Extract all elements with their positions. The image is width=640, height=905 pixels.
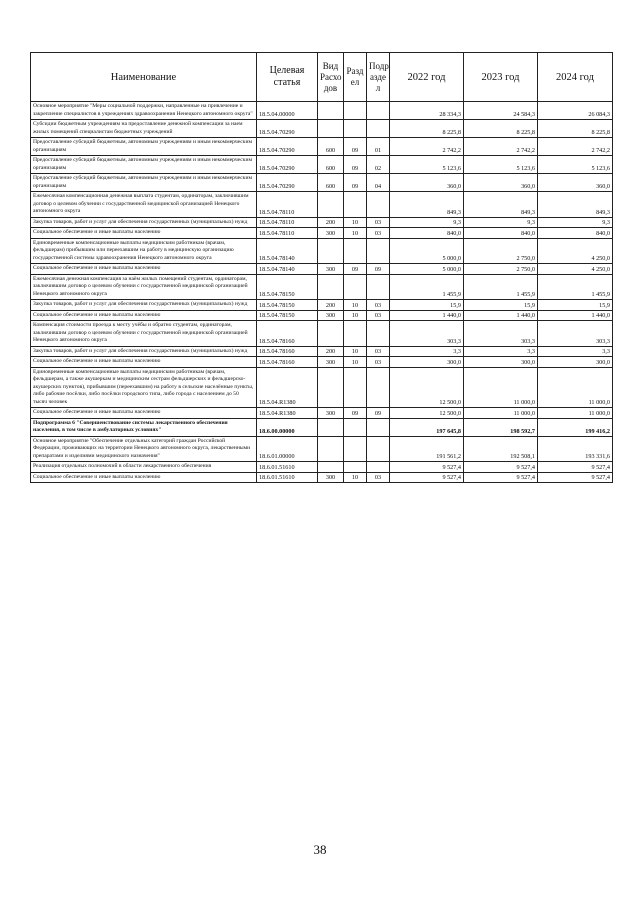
row-2024: 15,9 bbox=[538, 300, 613, 311]
row-section: 09 bbox=[344, 408, 367, 419]
row-kind bbox=[318, 418, 344, 436]
row-2023: 849,3 bbox=[464, 192, 538, 218]
row-kind bbox=[318, 102, 344, 120]
row-name: Предоставление субсидий бюджетным, автономным учреждениям и иным некоммерческим организациям bbox=[31, 138, 257, 156]
header-name: Наименование bbox=[31, 53, 257, 102]
row-2022: 1 455,9 bbox=[390, 274, 464, 300]
row-2023: 840,0 bbox=[464, 228, 538, 239]
row-target: 18.5.04.R1380 bbox=[257, 408, 318, 419]
row-kind: 300 bbox=[318, 357, 344, 368]
row-section: 09 bbox=[344, 156, 367, 174]
row-2023: 2 750,0 bbox=[464, 264, 538, 275]
row-2023: 9 527,4 bbox=[464, 472, 538, 483]
row-2023: 1 440,0 bbox=[464, 310, 538, 321]
row-target: 18.5.04.00000 bbox=[257, 102, 318, 120]
row-section bbox=[344, 462, 367, 473]
table-row bbox=[31, 321, 613, 347]
row-2024: 1 440,0 bbox=[538, 310, 613, 321]
row-2023: 3,3 bbox=[464, 346, 538, 357]
row-name: Основное мероприятие "Обеспечение отдельных категорий граждан Российской Федерации, проживающих на территории Ненецкого автономного округа, лекарственными препаратами и изделиями медицинского назначения" bbox=[31, 436, 257, 462]
row-2024: 9 527,4 bbox=[538, 472, 613, 483]
row-2023: 360,0 bbox=[464, 174, 538, 192]
row-2024: 9 527,4 bbox=[538, 462, 613, 473]
row-section bbox=[344, 321, 367, 347]
row-2024: 3,3 bbox=[538, 346, 613, 357]
row-2022: 5 000,0 bbox=[390, 264, 464, 275]
row-target: 18.5.04.78110 bbox=[257, 217, 318, 228]
row-section: 10 bbox=[344, 300, 367, 311]
row-2022: 28 334,3 bbox=[390, 102, 464, 120]
row-section: 09 bbox=[344, 138, 367, 156]
row-2024: 5 123,6 bbox=[538, 156, 613, 174]
table-body bbox=[31, 102, 613, 483]
row-section: 10 bbox=[344, 346, 367, 357]
row-2023: 198 592,7 bbox=[464, 418, 538, 436]
row-kind bbox=[318, 192, 344, 218]
row-2024: 26 084,3 bbox=[538, 102, 613, 120]
header-2023: 2023 год bbox=[464, 53, 538, 102]
row-subsection: 03 bbox=[367, 217, 390, 228]
row-subsection: 09 bbox=[367, 264, 390, 275]
row-kind: 300 bbox=[318, 310, 344, 321]
row-target: 18.5.04.70290 bbox=[257, 120, 318, 138]
row-2022: 840,0 bbox=[390, 228, 464, 239]
row-2024: 1 455,9 bbox=[538, 274, 613, 300]
row-target: 18.5.04.78160 bbox=[257, 346, 318, 357]
row-subsection bbox=[367, 192, 390, 218]
row-target: 18.5.04.70290 bbox=[257, 138, 318, 156]
row-name: Единовременные компенсационные выплаты медицинским работникам (врачам, фельдшерам, а также акушеркам и медицинским сестрам фельдшерских и фельдшерско-акушерских пунктов), прибывшим (переехавшим) на работу в сельские населённые пункты, либо рабочие посёлки, либо посёлки городского типа, либо города с населением до 50 тысяч человек bbox=[31, 367, 257, 408]
row-2024: 199 416,2 bbox=[538, 418, 613, 436]
row-2022: 9 527,4 bbox=[390, 462, 464, 473]
row-kind: 600 bbox=[318, 156, 344, 174]
row-2024: 2 742,2 bbox=[538, 138, 613, 156]
row-subsection: 02 bbox=[367, 156, 390, 174]
row-2024: 11 000,0 bbox=[538, 408, 613, 419]
header-2024: 2024 год bbox=[538, 53, 613, 102]
row-2022: 8 225,8 bbox=[390, 120, 464, 138]
row-subsection bbox=[367, 102, 390, 120]
row-subsection bbox=[367, 462, 390, 473]
row-subsection bbox=[367, 418, 390, 436]
row-target: 18.5.04.70290 bbox=[257, 174, 318, 192]
row-2024: 11 000,0 bbox=[538, 367, 613, 408]
table-row bbox=[31, 264, 613, 275]
row-2023: 5 123,6 bbox=[464, 156, 538, 174]
row-target: 18.6.01.00000 bbox=[257, 436, 318, 462]
row-section bbox=[344, 367, 367, 408]
header-kind: Вид Расхо дов bbox=[318, 53, 344, 102]
row-2022: 9 527,4 bbox=[390, 472, 464, 483]
row-2024: 300,0 bbox=[538, 357, 613, 368]
row-subsection bbox=[367, 436, 390, 462]
row-2022: 360,0 bbox=[390, 174, 464, 192]
row-subsection: 03 bbox=[367, 310, 390, 321]
row-subsection: 04 bbox=[367, 174, 390, 192]
row-name: Субсидии бюджетным учреждениям на предоставление денежной компенсации за наем жилых помещений специалистам бюджетных учреждений bbox=[31, 120, 257, 138]
row-2024: 360,0 bbox=[538, 174, 613, 192]
row-section: 10 bbox=[344, 217, 367, 228]
row-kind bbox=[318, 120, 344, 138]
row-2022: 5 000,0 bbox=[390, 238, 464, 264]
row-2023: 9 527,4 bbox=[464, 462, 538, 473]
row-2022: 303,3 bbox=[390, 321, 464, 347]
row-2024: 849,3 bbox=[538, 192, 613, 218]
row-target: 18.5.04.R1380 bbox=[257, 367, 318, 408]
row-kind: 200 bbox=[318, 346, 344, 357]
row-target: 18.5.04.78150 bbox=[257, 310, 318, 321]
row-section bbox=[344, 436, 367, 462]
row-name: Предоставление субсидий бюджетным, автономным учреждениям и иным некоммерческим организациям bbox=[31, 156, 257, 174]
table-row bbox=[31, 367, 613, 408]
row-target: 18.5.04.78160 bbox=[257, 357, 318, 368]
row-2024: 8 225,8 bbox=[538, 120, 613, 138]
row-section: 09 bbox=[344, 264, 367, 275]
row-name: Закупка товаров, работ и услуг для обеспечения государственных (муниципальных) нужд bbox=[31, 346, 257, 357]
row-kind: 300 bbox=[318, 472, 344, 483]
row-section bbox=[344, 102, 367, 120]
row-name: Социальное обеспечение и иные выплаты населению bbox=[31, 472, 257, 483]
row-name: Закупка товаров, работ и услуг для обеспечения государственных (муниципальных) нужд bbox=[31, 217, 257, 228]
table-row bbox=[31, 346, 613, 357]
table-row bbox=[31, 192, 613, 218]
budget-table bbox=[30, 52, 613, 483]
row-kind bbox=[318, 321, 344, 347]
row-name: Социальное обеспечение и иные выплаты населению bbox=[31, 408, 257, 419]
row-name: Ежемесячная денежная компенсация за наём жилых помещений студентам, ординаторам, заключившим договор о целевом обучении с государственной медицинской организацией Ненецкого автономного округа bbox=[31, 274, 257, 300]
table-row bbox=[31, 300, 613, 311]
row-2023: 11 000,0 bbox=[464, 408, 538, 419]
header-subsection: Подр азде л bbox=[367, 53, 390, 102]
row-section bbox=[344, 418, 367, 436]
row-section bbox=[344, 238, 367, 264]
row-subsection: 03 bbox=[367, 228, 390, 239]
row-kind bbox=[318, 436, 344, 462]
table-row bbox=[31, 462, 613, 473]
row-2022: 12 500,0 bbox=[390, 408, 464, 419]
row-kind: 600 bbox=[318, 138, 344, 156]
row-target: 18.6.01.51610 bbox=[257, 472, 318, 483]
row-name: Закупка товаров, работ и услуг для обеспечения государственных (муниципальных) нужд bbox=[31, 300, 257, 311]
row-2023: 2 750,0 bbox=[464, 238, 538, 264]
table-row bbox=[31, 120, 613, 138]
row-2022: 849,3 bbox=[390, 192, 464, 218]
row-kind bbox=[318, 238, 344, 264]
row-2024: 193 331,6 bbox=[538, 436, 613, 462]
header-row bbox=[31, 53, 613, 102]
row-kind: 300 bbox=[318, 408, 344, 419]
row-2023: 192 508,1 bbox=[464, 436, 538, 462]
row-subsection bbox=[367, 321, 390, 347]
row-name: Подпрограмма 6 "Совершенствование системы лекарственного обеспечения населения, в том числе в амбулаторных условиях" bbox=[31, 418, 257, 436]
row-kind bbox=[318, 462, 344, 473]
table-row bbox=[31, 436, 613, 462]
table-row bbox=[31, 102, 613, 120]
row-2023: 303,3 bbox=[464, 321, 538, 347]
row-2024: 9,3 bbox=[538, 217, 613, 228]
row-name: Социальное обеспечение и иные выплаты населению bbox=[31, 357, 257, 368]
row-2023: 1 455,9 bbox=[464, 274, 538, 300]
row-kind bbox=[318, 274, 344, 300]
row-section bbox=[344, 120, 367, 138]
table-row bbox=[31, 418, 613, 436]
row-section: 10 bbox=[344, 357, 367, 368]
row-subsection bbox=[367, 367, 390, 408]
table-header bbox=[31, 53, 613, 102]
row-2023: 24 584,3 bbox=[464, 102, 538, 120]
table-row bbox=[31, 156, 613, 174]
row-target: 18.6.01.51610 bbox=[257, 462, 318, 473]
row-name: Социальное обеспечение и иные выплаты населению bbox=[31, 264, 257, 275]
row-target: 18.5.04.78140 bbox=[257, 264, 318, 275]
row-subsection: 01 bbox=[367, 138, 390, 156]
row-subsection bbox=[367, 238, 390, 264]
row-section bbox=[344, 274, 367, 300]
row-subsection bbox=[367, 274, 390, 300]
row-name: Компенсация стоимости проезда к месту учёбы и обратно студентам, ординаторам, заключившим договор о целевом обучении с государственной медицинской организацией Ненецкого автономного округа bbox=[31, 321, 257, 347]
row-2024: 4 250,0 bbox=[538, 264, 613, 275]
row-2022: 9,3 bbox=[390, 217, 464, 228]
header-target: Целевая статья bbox=[257, 53, 318, 102]
row-2022: 191 561,2 bbox=[390, 436, 464, 462]
row-kind: 300 bbox=[318, 228, 344, 239]
row-2022: 15,9 bbox=[390, 300, 464, 311]
row-2024: 303,3 bbox=[538, 321, 613, 347]
row-2023: 15,9 bbox=[464, 300, 538, 311]
table-row bbox=[31, 408, 613, 419]
row-target: 18.6.00.00000 bbox=[257, 418, 318, 436]
row-kind: 600 bbox=[318, 174, 344, 192]
row-kind: 300 bbox=[318, 264, 344, 275]
row-2022: 300,0 bbox=[390, 357, 464, 368]
row-2022: 5 123,6 bbox=[390, 156, 464, 174]
row-2023: 9,3 bbox=[464, 217, 538, 228]
table-row bbox=[31, 274, 613, 300]
row-2023: 11 000,0 bbox=[464, 367, 538, 408]
row-section: 09 bbox=[344, 174, 367, 192]
row-section: 10 bbox=[344, 310, 367, 321]
row-subsection: 03 bbox=[367, 472, 390, 483]
row-name: Реализация отдельных полномочий в области лекарственного обеспечения bbox=[31, 462, 257, 473]
row-2022: 3,3 bbox=[390, 346, 464, 357]
table-row bbox=[31, 472, 613, 483]
header-2022: 2022 год bbox=[390, 53, 464, 102]
row-target: 18.5.04.78140 bbox=[257, 238, 318, 264]
row-kind: 200 bbox=[318, 217, 344, 228]
table-row bbox=[31, 238, 613, 264]
table-row bbox=[31, 217, 613, 228]
row-2022: 2 742,2 bbox=[390, 138, 464, 156]
row-name: Ежемесячная компенсационная денежная выплата студентам, ординаторам, заключившим договор о целевом обучении с государственной медицинской организацией Ненецкого автономного округа bbox=[31, 192, 257, 218]
row-2024: 840,0 bbox=[538, 228, 613, 239]
row-kind: 200 bbox=[318, 300, 344, 311]
row-2022: 1 440,0 bbox=[390, 310, 464, 321]
row-2023: 8 225,8 bbox=[464, 120, 538, 138]
row-2023: 300,0 bbox=[464, 357, 538, 368]
row-name: Единовременные компенсационные выплаты медицинским работникам (врачам, фельдшерам) прибывшим или переехавшим на работу в медицинскую организацию государственной системы здравоохранения Ненецкого автономного округа bbox=[31, 238, 257, 264]
row-name: Социальное обеспечение и иные выплаты населению bbox=[31, 310, 257, 321]
row-target: 18.5.04.78150 bbox=[257, 274, 318, 300]
row-2022: 12 500,0 bbox=[390, 367, 464, 408]
row-subsection: 03 bbox=[367, 346, 390, 357]
row-name: Предоставление субсидий бюджетным, автономным учреждениям и иным некоммерческим организациям bbox=[31, 174, 257, 192]
row-target: 18.5.04.78150 bbox=[257, 300, 318, 311]
row-target: 18.5.04.70290 bbox=[257, 156, 318, 174]
table-row bbox=[31, 310, 613, 321]
row-subsection bbox=[367, 120, 390, 138]
row-2023: 2 742,2 bbox=[464, 138, 538, 156]
row-section: 10 bbox=[344, 228, 367, 239]
row-2024: 4 250,0 bbox=[538, 238, 613, 264]
header-section: Разд ел bbox=[344, 53, 367, 102]
row-subsection: 09 bbox=[367, 408, 390, 419]
table-row bbox=[31, 228, 613, 239]
table-row bbox=[31, 174, 613, 192]
row-kind bbox=[318, 367, 344, 408]
row-subsection: 03 bbox=[367, 357, 390, 368]
row-name: Основное мероприятие "Меры социальной поддержки, направленные на привлечение и закрепление специалистов в учреждениях здравоохранения Ненецкого автономного округа" bbox=[31, 102, 257, 120]
table-row bbox=[31, 357, 613, 368]
row-name: Социальное обеспечение и иные выплаты населению bbox=[31, 228, 257, 239]
row-section bbox=[344, 192, 367, 218]
row-target: 18.5.04.78160 bbox=[257, 321, 318, 347]
table-row bbox=[31, 138, 613, 156]
row-subsection: 03 bbox=[367, 300, 390, 311]
row-target: 18.5.04.78110 bbox=[257, 228, 318, 239]
row-section: 10 bbox=[344, 472, 367, 483]
row-target: 18.5.04.78110 bbox=[257, 192, 318, 218]
page-number: 38 bbox=[313, 842, 327, 857]
row-2022: 197 645,8 bbox=[390, 418, 464, 436]
